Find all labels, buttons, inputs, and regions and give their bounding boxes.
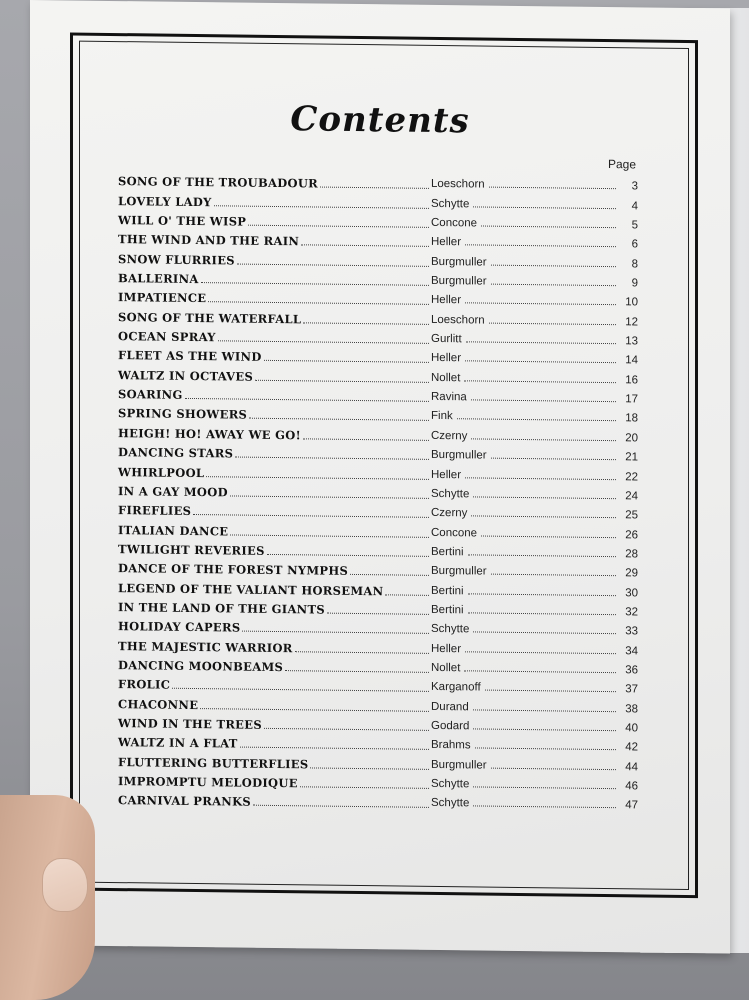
composer-name: Czerny bbox=[431, 429, 468, 443]
song-title: HOLIDAY CAPERS bbox=[118, 619, 241, 635]
composer-name: Schytte bbox=[431, 487, 470, 501]
dot-leader bbox=[491, 284, 616, 287]
song-title: WALTZ IN OCTAVES bbox=[118, 367, 254, 384]
composer-name: Heller bbox=[431, 294, 462, 307]
dot-leader bbox=[491, 458, 616, 461]
dot-leader bbox=[465, 477, 616, 480]
dot-leader bbox=[193, 513, 429, 518]
dot-leader bbox=[465, 361, 616, 364]
page-number: 18 bbox=[625, 412, 638, 425]
composer-name: Nollet bbox=[431, 661, 461, 675]
dot-leader bbox=[473, 496, 616, 499]
composer-name: Heller bbox=[431, 468, 462, 481]
composer-name: Nollet bbox=[431, 371, 461, 385]
dot-leader bbox=[218, 339, 429, 344]
composer-name: Burgmuller bbox=[431, 274, 487, 288]
composer-name: Schytte bbox=[431, 777, 470, 791]
song-title: THE WIND AND THE RAIN bbox=[118, 232, 300, 249]
composer-name: Heller bbox=[431, 352, 462, 365]
dot-leader bbox=[385, 593, 429, 596]
composer-name: Ravina bbox=[431, 391, 467, 404]
page-number: 21 bbox=[625, 451, 638, 464]
song-title: ITALIAN DANCE bbox=[118, 522, 229, 538]
dot-leader bbox=[201, 281, 429, 286]
song-title: SONG OF THE WATERFALL bbox=[118, 309, 302, 327]
page-number: 17 bbox=[625, 393, 638, 406]
dot-leader bbox=[303, 321, 429, 325]
dot-leader bbox=[237, 262, 429, 266]
dot-leader bbox=[200, 707, 429, 712]
page-number: 37 bbox=[625, 683, 638, 696]
dot-leader bbox=[350, 573, 429, 576]
page-number: 34 bbox=[625, 644, 638, 658]
page-number: 40 bbox=[625, 722, 638, 735]
thumb-nail bbox=[42, 858, 88, 912]
composer-name: Bertini bbox=[431, 584, 464, 597]
dot-leader bbox=[264, 727, 429, 731]
song-title: THE MAJESTIC WARRIOR bbox=[118, 638, 293, 655]
song-title: FROLIC bbox=[118, 677, 171, 692]
dot-leader bbox=[473, 206, 616, 209]
page-number: 47 bbox=[625, 799, 638, 812]
dot-leader bbox=[255, 379, 429, 383]
dot-leader bbox=[468, 612, 616, 615]
composer-name: Burgmuller bbox=[431, 449, 487, 462]
dot-leader bbox=[242, 630, 429, 634]
dot-leader bbox=[295, 650, 429, 654]
page-number: 42 bbox=[625, 741, 638, 754]
page-number: 32 bbox=[625, 606, 638, 619]
page-number: 22 bbox=[625, 470, 638, 483]
dot-leader bbox=[471, 516, 616, 519]
page-number: 28 bbox=[625, 548, 638, 561]
song-title: TWILIGHT REVERIES bbox=[118, 541, 265, 558]
song-title: WHIRLPOOL bbox=[118, 464, 205, 480]
dot-leader bbox=[457, 419, 616, 422]
page-number: 36 bbox=[625, 664, 638, 677]
dot-leader bbox=[248, 224, 429, 228]
dot-leader bbox=[320, 186, 429, 189]
page-number: 3 bbox=[631, 180, 638, 193]
composer-name: Godard bbox=[431, 719, 470, 733]
song-title: FLUTTERING BUTTERFLIES bbox=[118, 754, 309, 772]
page-number: 12 bbox=[625, 316, 638, 329]
dot-leader bbox=[253, 804, 429, 808]
song-title: IMPROMPTU MELODIQUE bbox=[118, 774, 298, 791]
page-number: 10 bbox=[625, 296, 638, 309]
dot-leader bbox=[206, 475, 429, 480]
contents-list bbox=[118, 169, 638, 814]
dot-leader bbox=[230, 533, 429, 537]
dot-leader bbox=[475, 748, 616, 751]
booklet-page bbox=[30, 0, 730, 954]
song-title: SNOW FLURRIES bbox=[118, 251, 235, 268]
dot-leader bbox=[185, 397, 429, 402]
song-title: CARNIVAL PRANKS bbox=[118, 793, 252, 810]
dot-leader bbox=[468, 554, 616, 557]
page-number: 13 bbox=[625, 335, 638, 348]
composer-name: Czerny bbox=[431, 507, 468, 520]
song-title: LOVELY LADY bbox=[118, 193, 212, 209]
dot-leader bbox=[301, 244, 429, 248]
composer-name: Brahms bbox=[431, 739, 471, 752]
page-number: 6 bbox=[631, 238, 638, 251]
composer-name: Schytte bbox=[431, 623, 470, 636]
page-number: 29 bbox=[625, 567, 638, 580]
dot-leader bbox=[208, 301, 429, 306]
song-title: LEGEND OF THE VALIANT HORSEMAN bbox=[118, 580, 384, 598]
composer-name: Loeschorn bbox=[431, 313, 485, 327]
dot-leader bbox=[481, 535, 616, 538]
contents-title: Contents bbox=[290, 99, 470, 142]
dot-leader bbox=[249, 417, 429, 421]
song-title: WILL O' THE WISP bbox=[118, 213, 247, 229]
dot-leader bbox=[267, 553, 429, 557]
page-number: 9 bbox=[631, 277, 638, 290]
song-title: BALLERINA bbox=[118, 271, 199, 287]
composer-name: Heller bbox=[431, 236, 462, 249]
composer-name: Fink bbox=[431, 410, 453, 423]
dot-leader bbox=[464, 380, 616, 383]
dot-leader bbox=[303, 437, 429, 441]
dot-leader bbox=[471, 438, 616, 441]
composer-name: Schytte bbox=[431, 197, 470, 211]
song-title: HEIGH! HO! AWAY WE GO! bbox=[118, 425, 301, 443]
song-title: DANCE OF THE FOREST NYMPHS bbox=[118, 561, 349, 579]
dot-leader bbox=[465, 651, 616, 654]
composer-name: Bertini bbox=[431, 603, 464, 617]
dot-leader bbox=[230, 494, 429, 498]
composer-name: Concone bbox=[431, 526, 478, 539]
dot-leader bbox=[489, 187, 616, 190]
page-number: 25 bbox=[625, 509, 638, 522]
page-column-header: Page bbox=[608, 157, 637, 172]
page-number: 20 bbox=[625, 432, 638, 445]
dot-leader bbox=[489, 322, 616, 325]
dot-leader bbox=[481, 226, 616, 229]
page-number: 24 bbox=[625, 490, 638, 503]
composer-name: Burgmuller bbox=[431, 758, 487, 772]
dot-leader bbox=[491, 767, 616, 770]
composer-name: Burgmuller bbox=[431, 565, 487, 578]
composer-name: Gurlitt bbox=[431, 332, 462, 346]
dot-leader bbox=[327, 612, 429, 615]
composer-name: Loeschorn bbox=[431, 178, 485, 191]
song-title: IMPATIENCE bbox=[118, 290, 207, 306]
page-number: 26 bbox=[625, 528, 638, 541]
dot-leader bbox=[471, 400, 616, 403]
page-number: 30 bbox=[625, 586, 638, 599]
composer-name: Schytte bbox=[431, 797, 470, 810]
song-title: SPRING SHOWERS bbox=[118, 406, 248, 423]
dot-leader bbox=[485, 690, 616, 693]
page-number: 33 bbox=[625, 625, 638, 638]
song-title: IN THE LAND OF THE GIANTS bbox=[118, 599, 325, 617]
dot-leader bbox=[172, 687, 429, 692]
dot-leader bbox=[465, 245, 616, 248]
page-number: 8 bbox=[631, 258, 638, 271]
dot-leader bbox=[214, 204, 429, 209]
dot-leader bbox=[468, 593, 616, 596]
dot-leader bbox=[473, 806, 616, 809]
page-number: 4 bbox=[631, 200, 638, 213]
page-number: 16 bbox=[625, 374, 638, 387]
dot-leader bbox=[240, 746, 429, 750]
dot-leader bbox=[473, 786, 616, 789]
song-title: WIND IN THE TREES bbox=[118, 716, 262, 732]
song-title: WALTZ IN A FLAT bbox=[118, 735, 238, 751]
dot-leader bbox=[473, 709, 616, 712]
song-title: FLEET AS THE WIND bbox=[118, 348, 262, 365]
page-number: 5 bbox=[631, 219, 638, 232]
dot-leader bbox=[491, 264, 616, 267]
song-title: CHACONNE bbox=[118, 696, 199, 712]
dot-leader bbox=[473, 632, 616, 635]
song-title: OCEAN SPRAY bbox=[118, 329, 216, 345]
dot-leader bbox=[464, 670, 616, 673]
page-number: 14 bbox=[625, 354, 638, 367]
song-title: IN A GAY MOOD bbox=[118, 483, 228, 500]
dot-leader bbox=[473, 728, 616, 731]
song-title: FIREFLIES bbox=[118, 503, 192, 519]
dot-leader bbox=[465, 303, 616, 306]
composer-name: Durand bbox=[431, 700, 469, 713]
dot-leader bbox=[310, 766, 429, 769]
dot-leader bbox=[466, 341, 616, 344]
composer-name: Concone bbox=[431, 216, 478, 230]
song-title: SONG OF THE TROUBADOUR bbox=[118, 174, 319, 191]
page-number: 46 bbox=[625, 780, 638, 793]
song-title: DANCING STARS bbox=[118, 445, 234, 461]
page-number: 44 bbox=[625, 760, 638, 774]
song-title: DANCING MOONBEAMS bbox=[118, 658, 284, 675]
composer-name: Burgmuller bbox=[431, 255, 487, 269]
composer-name: Heller bbox=[431, 642, 462, 655]
dot-leader bbox=[235, 456, 429, 460]
dot-leader bbox=[491, 574, 616, 577]
dot-leader bbox=[285, 669, 429, 673]
page-number: 38 bbox=[625, 702, 638, 716]
song-title: SOARING bbox=[118, 387, 183, 402]
composer-name: Karganoff bbox=[431, 681, 481, 694]
dot-leader bbox=[264, 359, 429, 363]
dot-leader bbox=[300, 785, 429, 789]
composer-name: Bertini bbox=[431, 545, 464, 559]
